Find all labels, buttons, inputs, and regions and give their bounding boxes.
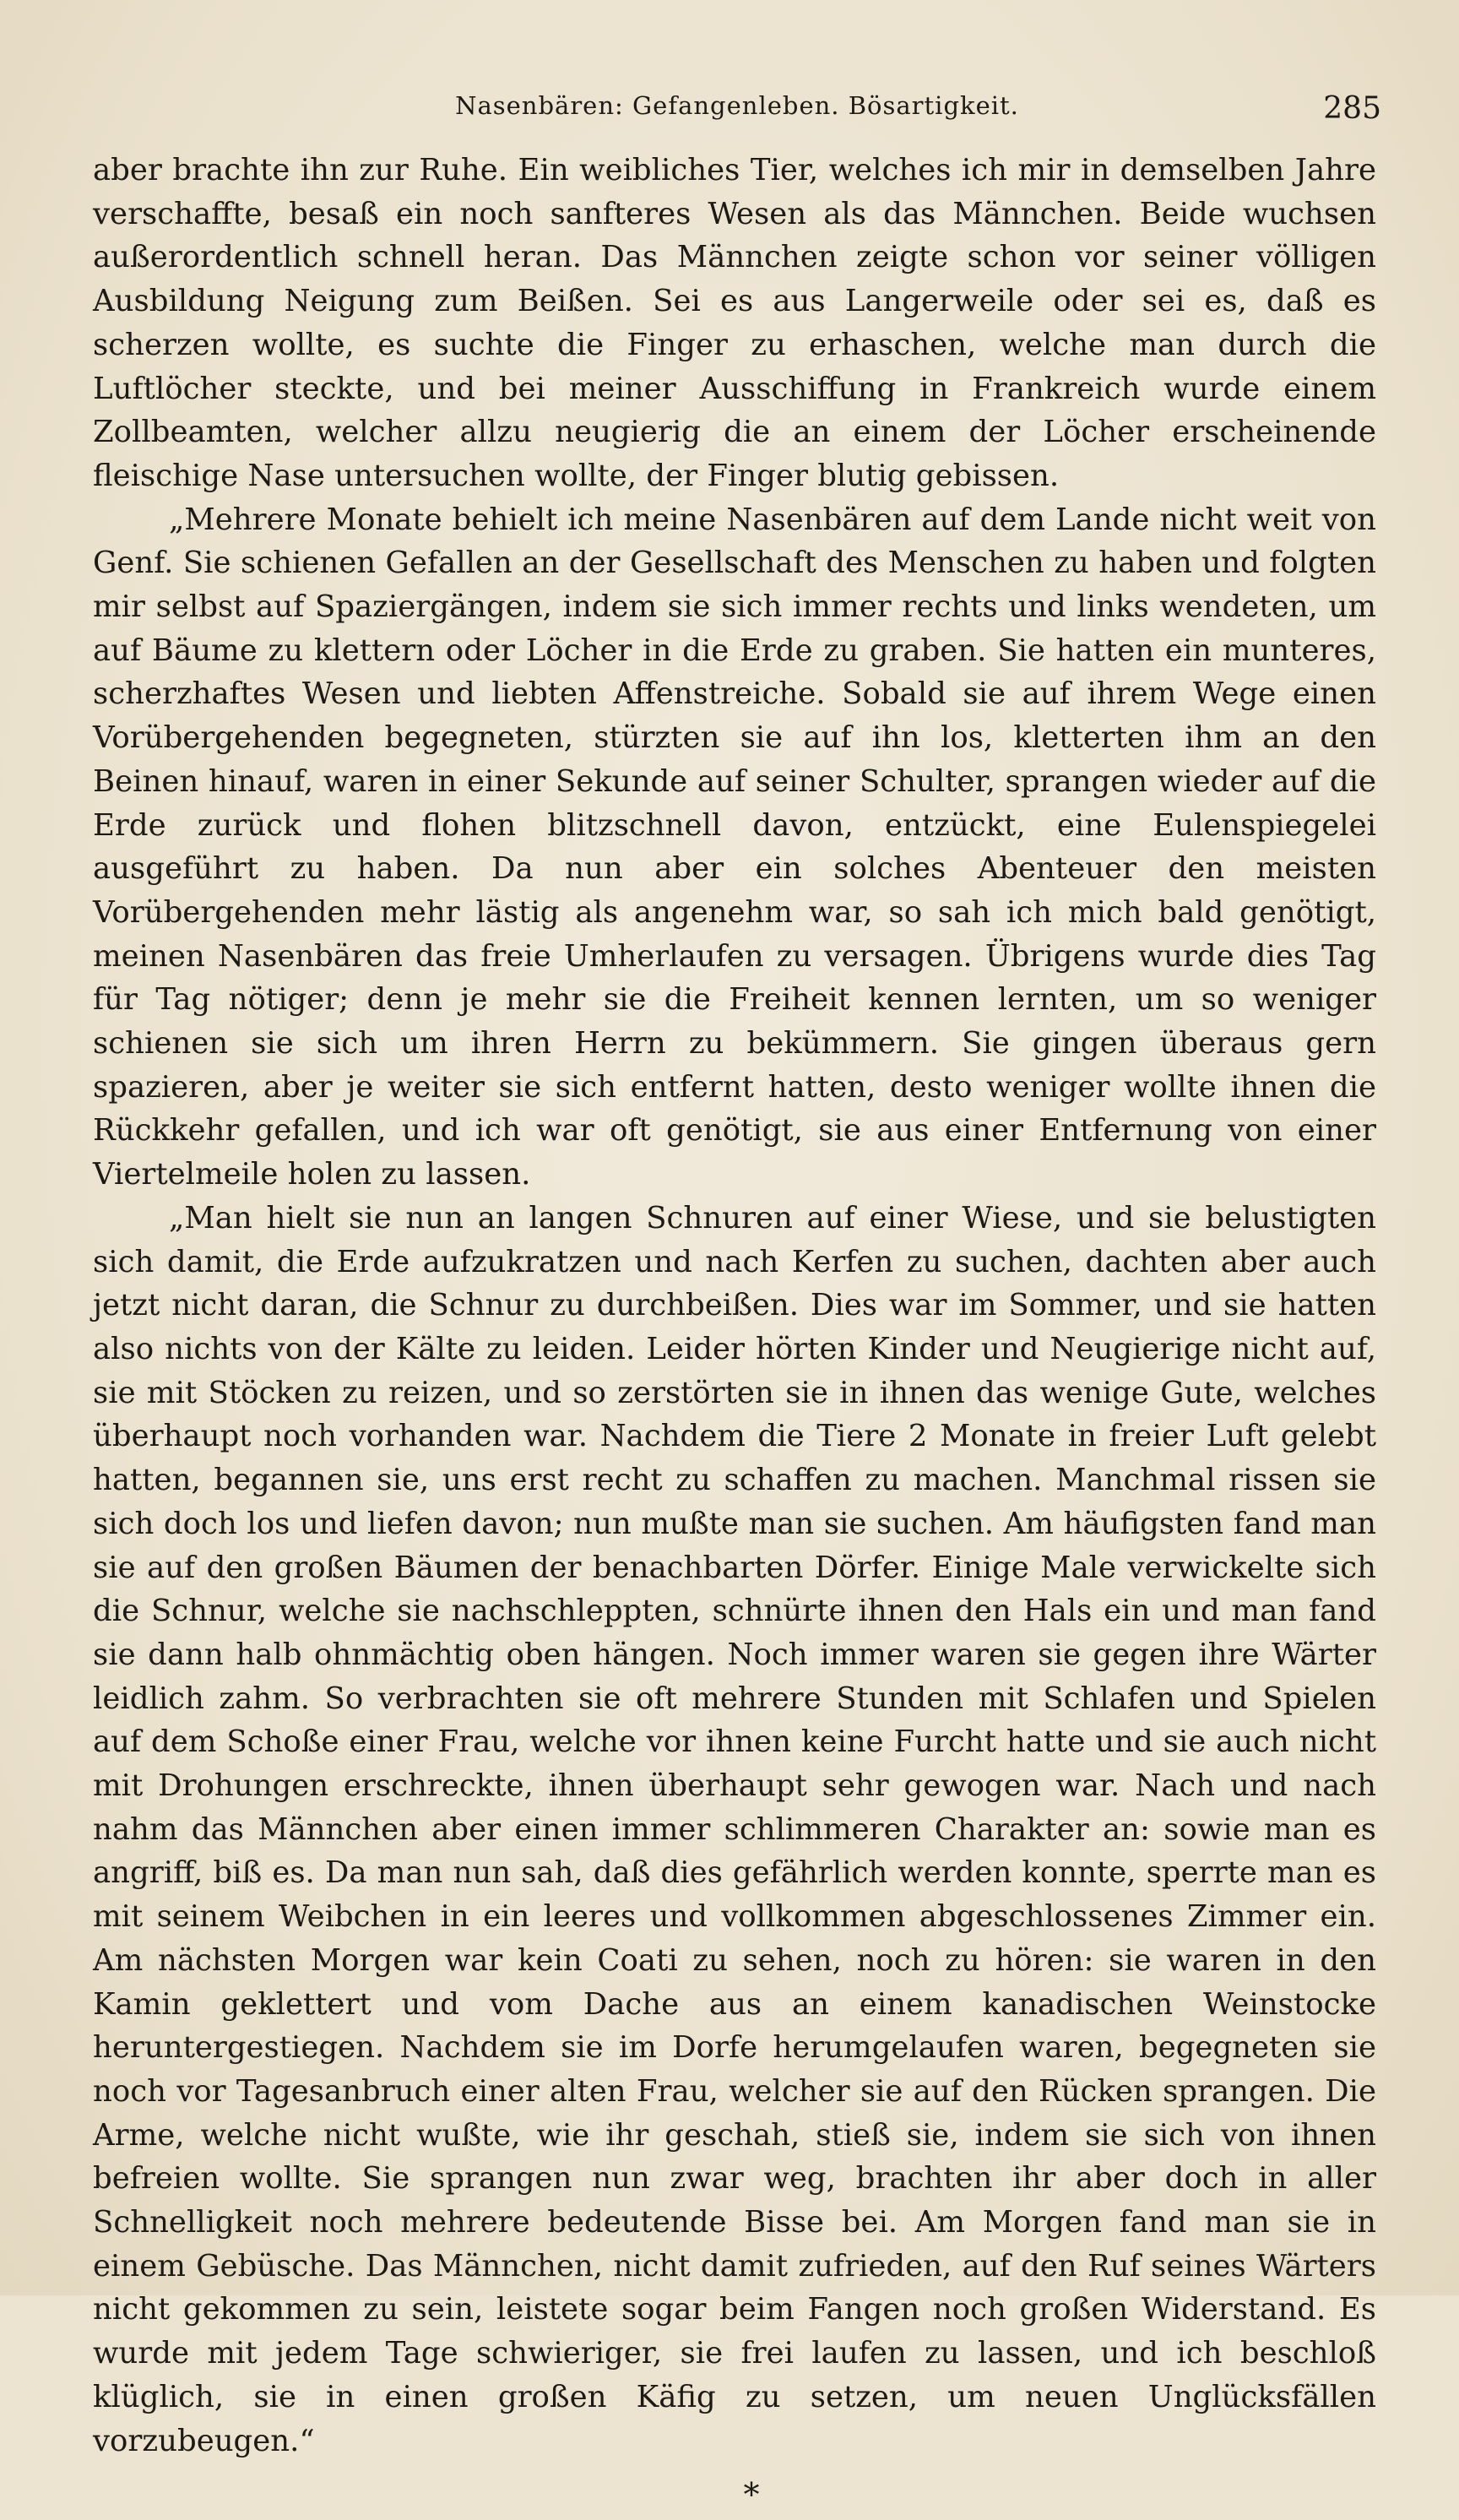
running-head: Nasenbären: Gefangenleben. Bösartigkeit. [455,91,1019,120]
paragraph-geneva: „Mehrere Monate behielt ich meine Nasenbären auf dem Lande nicht weit von Genf. Sie schienen Gefallen an der Gesellschaft des Menschen zu haben und folgten mir selbst auf Spaziergängen, indem sie sich immer rechts und links wendeten, um auf Bäume zu klettern oder Löcher in die Erde zu graben. Sie hatten ein munteres, scherzhaftes Wesen und liebten Affenstreiche. Sobald sie auf ihrem Wege einen Vorübergehenden begegneten, stürzten sie auf ihn los, kletterten ihm an den Beinen hinauf, waren in einer Sekunde auf seiner Schulter, sprangen wieder auf die Erde zurück und flohen blitzschnell davon, entzückt, eine Eulenspiegelei ausgeführt zu haben. Da nun aber ein solches Abenteuer den meisten Vorübergehenden mehr lästig als angenehm war, so sah ich mich bald genötigt, meinen Nasenbären das freie Umherlaufen zu versagen. Übrigens wurde dies Tag für Tag nötiger; denn je mehr sie die Freiheit kennen lernten, um so weniger schienen sie sich um ihren Herrn zu bekümmern. Sie gingen überaus gern spazieren, aber je weiter sie sich entfernt hatten, desto weniger wollte ihnen die Rückkehr gefallen, und ich war oft genötigt, sie aus einer Entfernung von einer Viertelmeile holen zu lassen. [93,502,1376,1192]
paragraph-continuation: aber brachte ihn zur Ruhe. Ein weibliches Tier, welches ich mir in demselben Jahre verschaffte, besaß ein noch sanfteres Wesen als das Männchen. Beide wuchsen außerordentlich schnell heran. Das Männchen zeigte schon vor seiner völligen Ausbildung Neigung zum Beißen. Sei es aus Langerweile oder sei es, daß es scherzen wollte, es suchte die Finger zu erhaschen, welche man durch die Luftlöcher steckte, und bei meiner Ausschiffung in Frankreich wurde einem Zollbeamten, welcher allzu neugierig die an einem der Löcher erscheinende fleischige Nase untersuchen wollte, der Finger blutig gebissen. [93,153,1376,493]
page-header [93,84,1381,127]
page-body [93,149,1376,2520]
section-separator: * [743,2476,760,2514]
paragraph-meadow: „Man hielt sie nun an langen Schnuren auf einer Wiese, und sie belustigten sich damit, die Erde aufzukratzen und nach Kerfen zu suchen, dachten aber auch jetzt nicht daran, die Schnur zu durchbeißen. Dies war im Sommer, und sie hatten also nichts von der Kälte zu leiden. Leider hörten Kinder und Neugierige nicht auf, sie mit Stöcken zu reizen, und so zerstörten sie in ihnen das wenige Gute, welches überhaupt noch vorhanden war. Nachdem die Tiere 2 Monate in freier Luft gelebt hatten, begannen sie, uns erst recht zu schaffen zu machen. Manchmal rissen sie sich doch los und liefen davon; nun mußte man sie suchen. Am häufigsten fand man sie auf den großen Bäumen der benachbarten Dörfer. Einige Male verwickelte sich die Schnur, welche sie nachschleppten, schnürte ihnen den Hals ein und man fand sie dann halb ohnmächtig oben hängen. Noch immer waren sie gegen ihre Wärter leidlich zahm. So verbrachten sie oft mehrere Stunden mit Schlafen und Spielen auf dem Schoße einer Frau, welche vor ihnen keine Furcht hatte und sie auch nicht mit Drohungen erschreckte, ihnen überhaupt sehr gewogen war. Nach und nach nahm das Männchen aber einen immer schlimmeren Charakter an: sowie man es angriff, biß es. Da man nun sah, daß dies gefährlich werden konnte, sperrte man es mit seinem Weibchen in ein leeres und vollkommen abgeschlossenes Zimmer ein. Am nächsten Morgen war kein Coati zu sehen, noch zu hören: sie waren in den Kamin geklettert und vom Dache aus an einem kanadischen Weinstocke heruntergestiegen. Nachdem sie im Dorfe herumgelaufen waren, begegneten sie noch vor Tagesanbruch einer alten Frau, welcher sie auf den Rücken sprangen. Die Arme, welche nicht wußte, wie ihr geschah, stieß sie, indem sie sich von ihnen befreien wollte. Sie sprangen nun zwar weg, brachten ihr aber doch in aller Schnelligkeit noch mehrere bedeutende Bisse bei. Am Morgen fand man sie in einem Gebüsche. Das Männchen, nicht damit zufrieden, auf den Ruf seines Wärters nicht gekommen zu sein, leistete sogar beim Fangen noch großen Widerstand. Es wurde mit jedem Tage schwieriger, sie frei laufen zu lassen, und ich beschloß klüglich, sie in einen großen Käfig zu setzen, um neuen Unglücksfällen vorzubeugen.“ [93,1200,1376,2458]
page-number: 285 [1323,91,1381,126]
